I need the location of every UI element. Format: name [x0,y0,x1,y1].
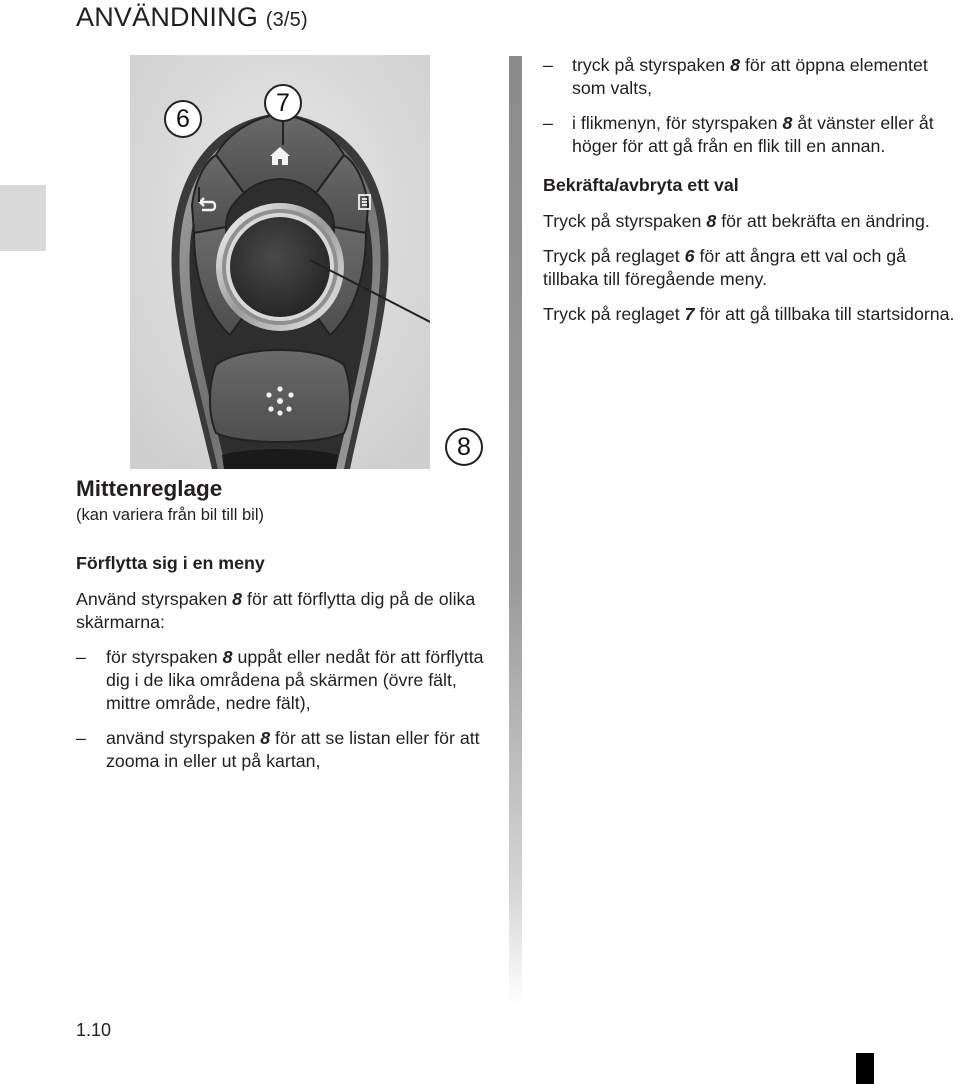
home-paragraph: Tryck på reglaget 7 för att gå tillbaka till startsidorna. [543,304,955,324]
left-column [76,552,494,773]
list-item: – för styrspaken 8 uppåt eller nedåt för att förflytta dig i de lika områdena på skärmen (övre fält, mittre område, nedre fält), [76,647,484,713]
section-title: Mittenreglage [76,476,223,501]
callout-8: 8 [445,428,483,466]
chapter-tab [0,185,46,251]
callout-6: 6 [164,100,202,138]
page-title-main: ANVÄNDNING [76,2,259,32]
page-title-part: (3/5) [265,9,308,31]
list-item: – i flikmenyn, för styrspaken 8 åt vänster eller åt höger för att gå från en flik till en annan. [543,113,934,156]
callout-7: 7 [264,84,302,122]
column-divider [509,56,522,1006]
menu-navigation-heading: Förflytta sig i en meny [76,553,265,573]
page-number: 1.10 [76,1020,112,1040]
list-item: – använd styrspaken 8 för att se listan eller för att zooma in eller ut på kartan, [76,728,480,771]
right-column [543,54,959,326]
confirm-paragraph: Tryck på styrspaken 8 för att bekräfta en ändring. [543,211,930,231]
menu-navigation-intro: Använd styrspaken 8 för att förflytta dig på de olika skärmarna: [76,589,476,632]
section-subtitle: (kan variera från bil till bil) [76,506,264,524]
undo-paragraph: Tryck på reglaget 6 för att ångra ett val och gå tillbaka till föregående meny. [543,246,907,289]
confirm-cancel-heading: Bekräfta/avbryta ett val [543,175,739,195]
list-item: – tryck på styrspaken 8 för att öppna elementet som valts, [543,55,928,98]
page-title [76,2,308,33]
thumb-index-mark [856,1053,874,1084]
